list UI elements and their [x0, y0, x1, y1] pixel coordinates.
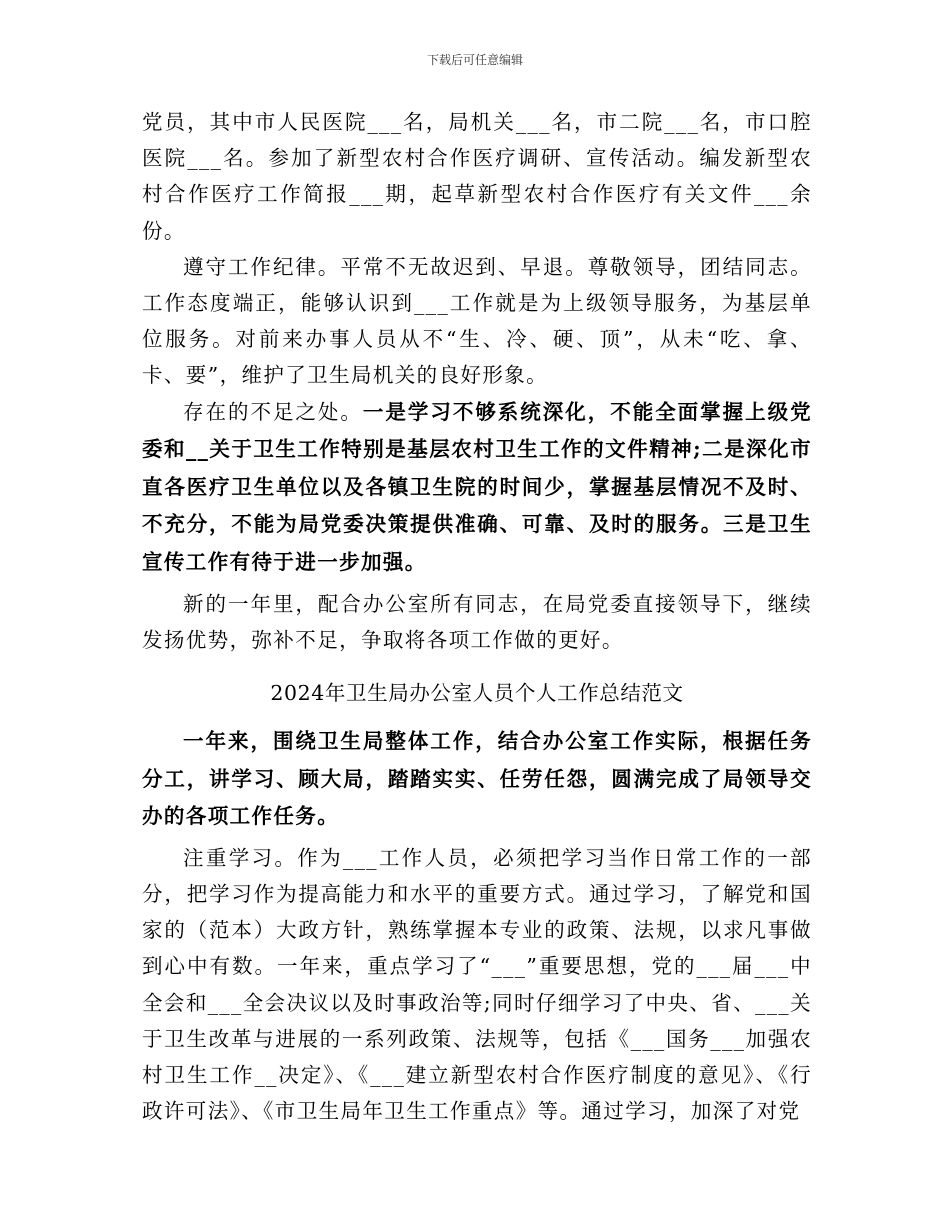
section-title: 2024年卫生局办公室人员个人工作总结范文 — [270, 681, 684, 705]
paragraph-continuation: 党员，其中市人民医院___名，局机关___名，市二院___名，市口腔医院___名。参加了新型农村合作医疗调研、宣传活动。编发新型农村合作医疗工作简报___期，起草新型农村合作医疗有关文件___余份。 — [142, 110, 812, 243]
paragraph-shortcomings — [142, 394, 812, 582]
paragraph-work-discipline — [142, 249, 812, 394]
shortcomings-lead: 存在的不足之处。 — [183, 399, 363, 424]
paragraph-study: 注重学习。作为___工作人员，必须把学习当作日常工作的一部分，把学习作为提高能力和水平的重要方式。通过学习，了解党和国家的（范本）大政方针，熟练掌握本专业的政策、法规，以求凡事做到心中有数。一年来，重点学习了“___”重要思想，党的___届___中全会和___全会决议以及时事政治等;同时仔细学习了中央、省、___关于卫生改革与进展的一系列政策、法规等，包括《___国务___加强农村卫生工作__决定》、《___建立新型农村合作医疗制度的意见》、《行政许可法》、《市卫生局年卫生工作重点》等。通过学习，加深了对党 — [142, 845, 812, 1124]
document-body — [142, 104, 812, 1129]
paragraph-new-year: 新的一年里，配合办公室所有同志，在局党委直接领导下，继续发扬优势，弥补不足，争取将各项工作做的更好。 — [142, 591, 812, 652]
page-header: 下载后可任意编辑 — [426, 53, 523, 67]
paragraph-summary-intro: 一年来，围绕卫生局整体工作，结合办公室工作实际，根据任务分工，讲学习、顾大局，踏踏实实、任劳任怨，圆满完成了局领导交办的各项工作任务。 — [142, 729, 812, 829]
shortcomings-detail: 一是学习不够系统深化，不能全面掌握上级党委和__关于卫生工作特别是基层农村卫生工作的文件精神;二是深化市直各医疗卫生单位以及各镇卫生院的时间少，掌握基层情况不及时、不充分，不能为局党委决策提供准确、可靠、及时的服务。三是卫生宣传工作有待于进一步加强。 — [142, 399, 813, 574]
paragraph-work-discipline-text: 遵守工作纪律。平常不无故迟到、早退。尊敬领导，团结同志。工作态度端正，能够认识到___工作就是为上级领导服务，为基层单位服务。对前来办事人员从不“生、冷、硬、顶”，从未“吃、拿、卡、要”，维护了卫生局机关的良好形象。 — [142, 254, 812, 388]
